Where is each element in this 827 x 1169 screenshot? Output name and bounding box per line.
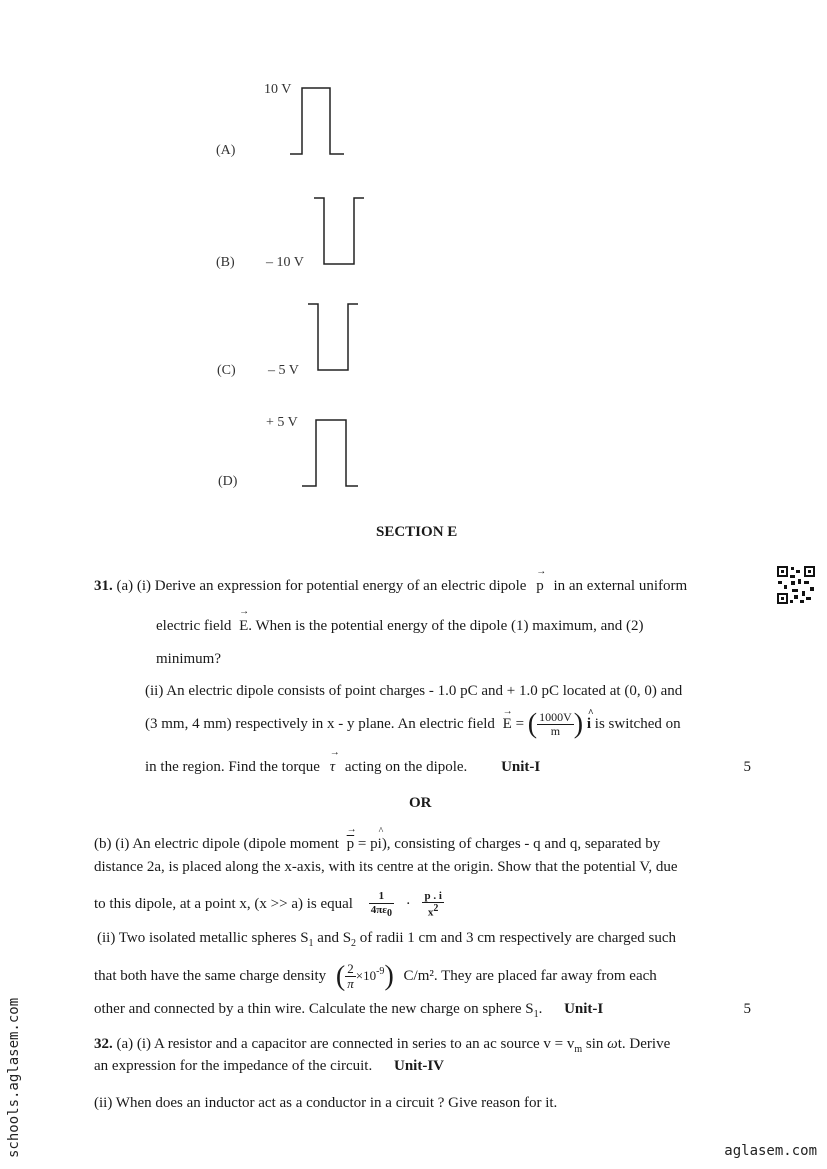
bottom-watermark: aglasem.com (724, 1143, 817, 1159)
q31-a-ii-text2: is switched on (594, 716, 681, 732)
field-fraction-den: m (550, 724, 561, 739)
q31-b-ii-line3 (94, 1001, 751, 1020)
q31-b-ii-line2 (94, 952, 657, 992)
q31-a-i-text3: electric field (156, 618, 232, 634)
q31-b-i-line1 (94, 836, 660, 853)
dipole-num: p . i (424, 890, 442, 903)
q31-marks-2: 5 (743, 1001, 751, 1017)
q32-a-i-text4: an expression for the impedance of the circuit. (94, 1058, 373, 1074)
q31-a-ii-text3: in the region. Find the torque (145, 759, 320, 775)
q31-unit: Unit-I (501, 759, 541, 775)
charge-density-den: π (347, 976, 354, 992)
q32-number: 32. (94, 1036, 113, 1052)
subscript-1-b: 1 (533, 1009, 539, 1020)
q31-b-ii-text5: C/m². They are placed far away from each (403, 968, 657, 984)
subscript-1: 1 (308, 938, 314, 949)
coulomb-constant-fraction (369, 890, 394, 918)
dipole-moment-vector-2: → $\overline{p}$ (347, 836, 355, 853)
or-divider: OR (409, 795, 432, 811)
omega-symbol: ω (607, 1036, 618, 1052)
option-c-voltage: – 5 V (268, 363, 299, 378)
electric-field-vector: → E (239, 618, 248, 635)
coulomb-num: 1 (369, 890, 394, 903)
section-title: SECTION E (376, 524, 458, 540)
q31-a-i-line2 (156, 618, 643, 635)
electric-field-vector-2: → E (503, 704, 512, 744)
side-watermark: schools.aglasem.com (6, 997, 22, 1158)
q31-a-i-text2: in an external uniform (553, 578, 688, 594)
option-c-waveform (306, 300, 366, 375)
qr-code-icon (776, 565, 816, 605)
unit-vector-i: ^ i (587, 704, 591, 744)
option-a-waveform (288, 84, 348, 159)
q31-a-i-text4: . When is the potential energy of the dipole (1) maximum, and (2) (248, 618, 644, 634)
q31-b-ii-line1 (97, 930, 676, 949)
q31-b-i-text3: ), consisting of charges - q and q, separated by (381, 836, 661, 852)
equals-sign: = (515, 716, 525, 732)
q31-a-ii-text1: (3 mm, 4 mm) respectively in x - y plane. An electric field (145, 716, 495, 732)
q31-b-i-text4: to this dipole, at a point x, (x >> a) is equal (94, 896, 353, 912)
q32-a-i-text2: sin (585, 1036, 604, 1052)
q31-b-i-line2: distance 2a, is placed along the x-axis, with its centre at the origin. Show that the potential V, due (94, 859, 678, 875)
q32-unit: Unit-IV (393, 1058, 444, 1074)
q31-b-ii-text1: (ii) Two isolated metallic spheres S (97, 930, 309, 946)
coulomb-den (369, 904, 394, 919)
q32-a-i-line2 (94, 1058, 444, 1075)
charge-density-fraction (345, 962, 356, 992)
option-c-label: (C) (217, 363, 236, 378)
dipole-moment-vector: → p (536, 578, 544, 595)
subscript-m: m (574, 1044, 583, 1055)
dipole-den-sup: 2 (433, 903, 439, 915)
option-a-voltage: 10 V (264, 82, 292, 97)
q31-marks: 5 (743, 759, 751, 775)
times-ten: ×10 (355, 968, 377, 983)
q31-a-ii-text4: acting on the dipole. (344, 759, 468, 775)
q31-b-ii-text3: of radii 1 cm and 3 cm respectively are charged such (359, 930, 677, 946)
q31-a-i-text1: (a) (i) Derive an expression for potential energy of an electric dipole (116, 578, 527, 594)
field-fraction (537, 711, 574, 738)
option-b-waveform (312, 194, 372, 269)
q31-a-ii-line2 (145, 704, 681, 744)
option-b-voltage: – 10 V (266, 255, 304, 270)
q31-b-ii-text6: other and connected by a thin wire. Calculate the new charge on sphere S (94, 1001, 534, 1017)
dot-operator: · (405, 896, 411, 912)
q32-a-ii: (ii) When does an inductor act as a conductor in a circuit ? Give reason for it. (94, 1095, 558, 1111)
q31-a-i-line3: minimum? (156, 651, 221, 667)
option-a-label: (A) (216, 143, 236, 158)
dipole-den (422, 903, 443, 919)
field-fraction-num: 1000V (539, 709, 572, 724)
q31-a-ii-line1: (ii) An electric dipole consists of point charges - 1.0 pC and + 1.0 pC located at (0, 0) and (145, 683, 683, 699)
q32-a-i-text1: (a) (i) A resistor and a capacitor are connected in series to an ac source v = v (116, 1036, 575, 1052)
torque-vector: → τ (330, 759, 335, 776)
q31-b-i-line3 (94, 884, 444, 924)
coulomb-den-text: 4πε (370, 903, 387, 916)
subscript-2: 2 (351, 938, 357, 949)
dipole-potential-fraction (422, 890, 443, 919)
q31-unit-2: Unit-I (564, 1001, 604, 1017)
q31-b-i-text1: (b) (i) An electric dipole (dipole moment (94, 836, 339, 852)
right-paren: ) (573, 708, 584, 740)
exponent: -9 (376, 966, 385, 977)
unit-vector-i-2: ^ i (378, 836, 382, 853)
q31-a-i-line1 (94, 578, 687, 595)
option-d-voltage: + 5 V (266, 415, 298, 430)
charge-density-num: 2 (345, 962, 356, 977)
q31-b-ii-text4: that both have the same charge density (94, 968, 327, 984)
option-d-waveform (300, 416, 365, 491)
q31-b-i-text2: = p (357, 836, 378, 852)
q31-number: 31. (94, 578, 113, 594)
q32-a-i-text3: t. Derive (617, 1036, 671, 1052)
q32-a-i-line1 (94, 1036, 670, 1055)
left-paren-2: ( (335, 960, 346, 992)
q31-b-ii-text2: and S (317, 930, 352, 946)
right-paren-2: ) (384, 960, 394, 992)
option-b-label: (B) (216, 255, 235, 270)
q31-a-ii-line3 (145, 759, 751, 776)
left-paren: ( (527, 708, 538, 740)
dipole-den-text: x (427, 906, 434, 919)
q31-b-ii-text7: . (538, 1001, 543, 1017)
option-d-label: (D) (218, 474, 238, 489)
coulomb-den-sub: 0 (386, 907, 392, 919)
